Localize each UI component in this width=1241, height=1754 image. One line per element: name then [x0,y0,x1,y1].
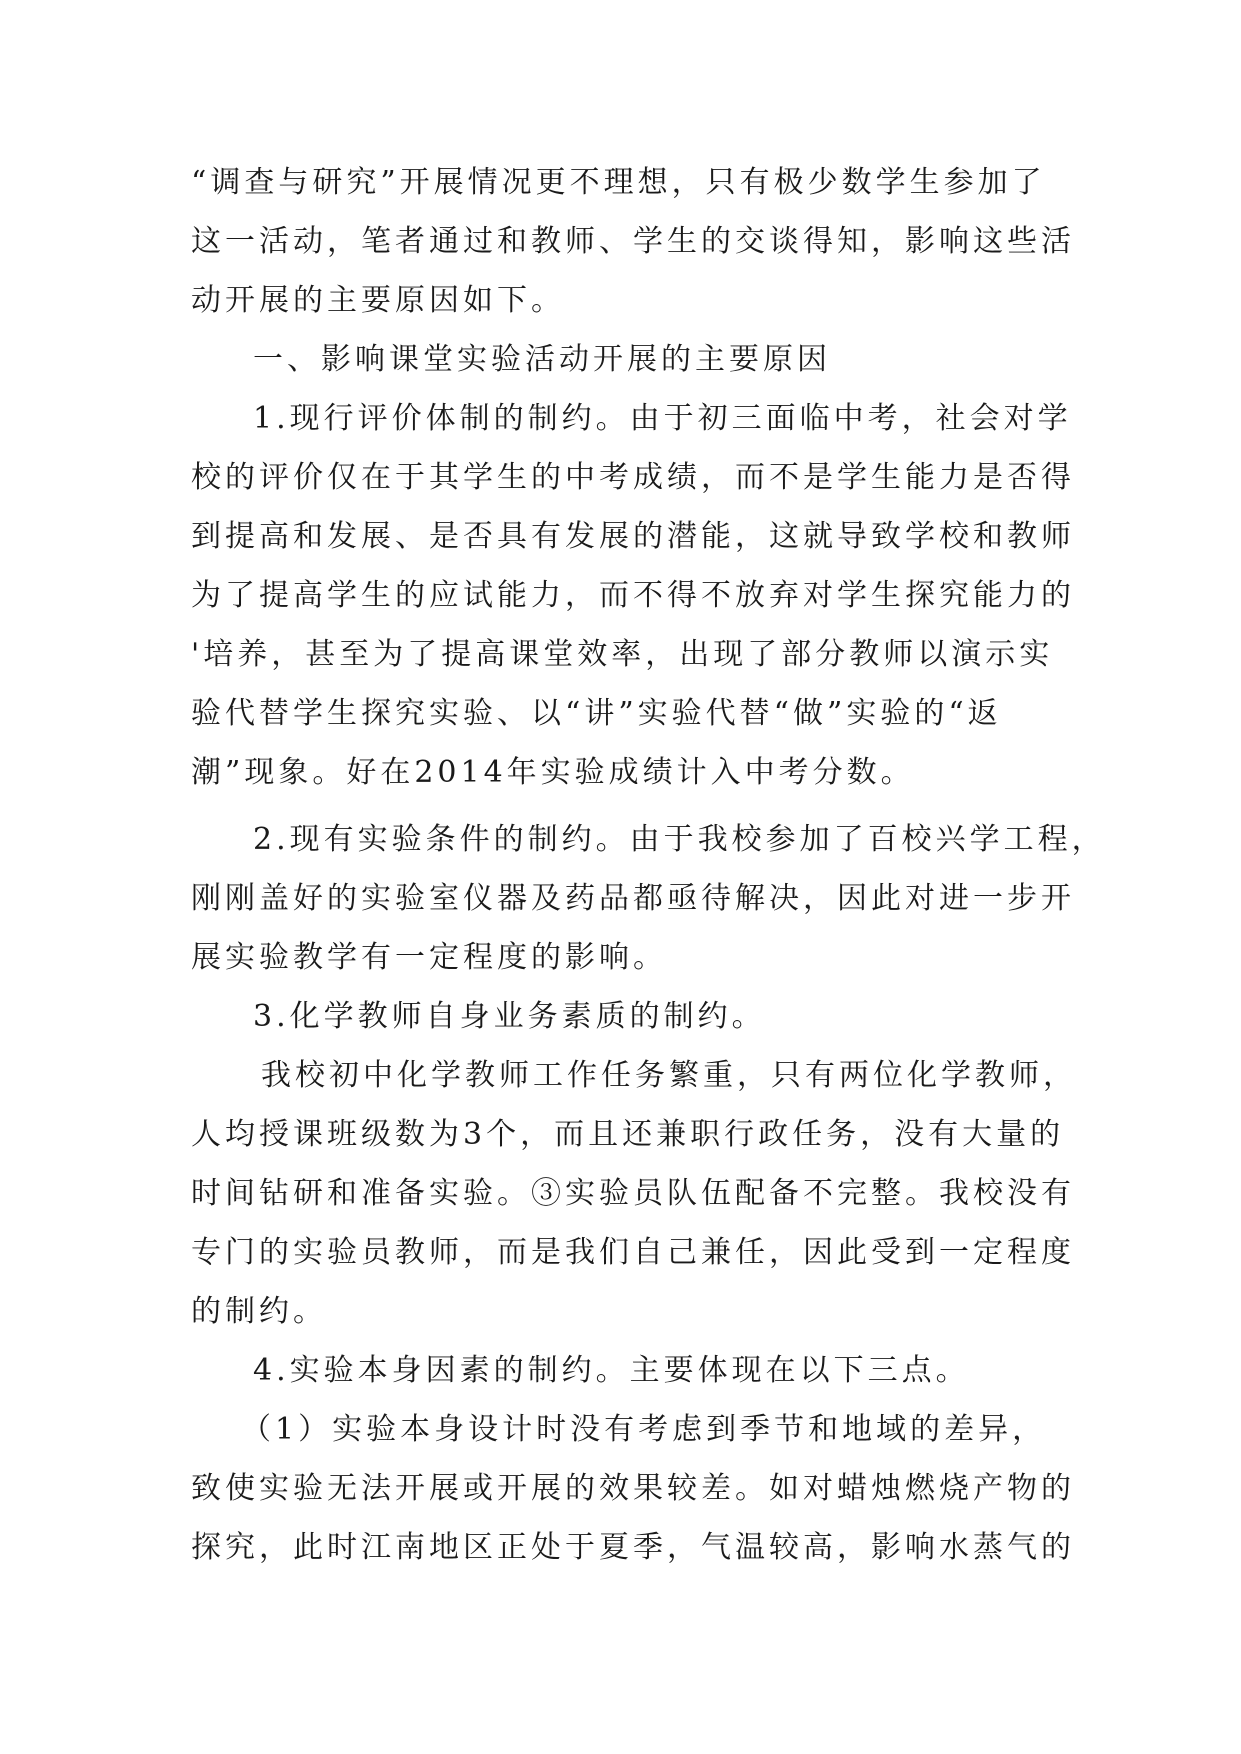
text-line: 这一活动，笔者通过和教师、学生的交谈得知，影响这些活 [191,224,1075,259]
text-line: 潮”现象。好在2014年实验成绩计入中考分数。 [191,755,915,790]
body-text [191,153,1106,1577]
text-line: 4.实验本身因素的制约。主要体现在以下三点。 [253,1353,970,1388]
text-line: 2.现有实验条件的制约。由于我校参加了百校兴学工程， [253,822,1106,857]
text-line: 我校初中化学教师工作任务繁重，只有两位化学教师， [261,1058,1077,1093]
text-line: 1.现行评价体制的制约。由于初三面临中考，社会对学 [253,401,1072,436]
text-line: 专门的实验员教师，而是我们自己兼任，因此受到一定程度 [191,1235,1075,1270]
section-heading: 一、影响课堂实验活动开展的主要原因 [253,342,831,377]
text-line: 到提高和发展、是否具有发展的潜能，这就导致学校和教师 [191,519,1075,554]
text-line: 验代替学生探究实验、以“讲”实验代替“做”实验的“返 [191,696,1002,731]
text-line: （1）实验本身设计时没有考虑到季节和地域的差异， [241,1412,1047,1447]
text-line: 探究，此时江南地区正处于夏季，气温较高，影响水蒸气的 [191,1530,1075,1565]
text-line: '培养，甚至为了提高课堂效率，出现了部分教师以演示实 [191,637,1054,672]
text-line: 3.化学教师自身业务素质的制约。 [253,999,766,1034]
text-line: “调查与研究”开展情况更不理想，只有极少数学生参加了 [191,165,1046,200]
text-line: 校的评价仅在于其学生的中考成绩，而不是学生能力是否得 [191,460,1075,495]
text-line: 时间钻研和准备实验。③实验员队伍配备不完整。我校没有 [191,1176,1075,1211]
text-line: 的制约。 [191,1294,327,1329]
text-line: 为了提高学生的应试能力，而不得不放弃对学生探究能力的 [191,578,1075,613]
text-line: 人均授课班级数为3个，而且还兼职行政任务，没有大量的 [191,1117,1065,1152]
text-line: 动开展的主要原因如下。 [191,283,565,318]
text-line: 展实验教学有一定程度的影响。 [191,940,667,975]
text-line: 致使实验无法开展或开展的效果较差。如对蜡烛燃烧产物的 [191,1471,1075,1506]
text-line: 刚刚盖好的实验室仪器及药品都亟待解决，因此对进一步开 [191,881,1075,916]
